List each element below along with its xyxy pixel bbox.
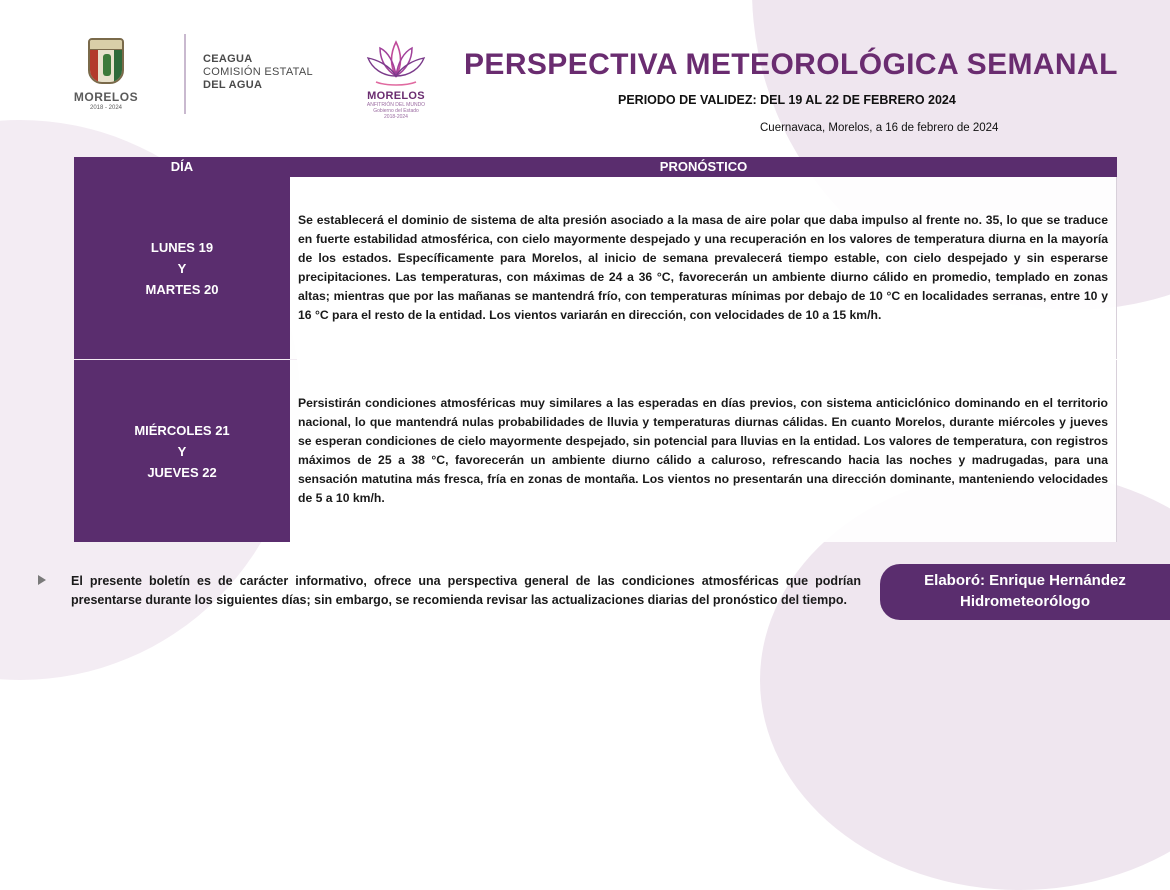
ceagua-line-2: COMISIÓN ESTATAL — [203, 66, 313, 78]
day-label-line-1: MIÉRCOLES 21 — [134, 422, 230, 438]
table-row — [74, 177, 1117, 359]
author-role: Hidrometeorólogo — [960, 593, 1090, 610]
forecast-table — [74, 157, 1117, 542]
logo-lotus-sub1: Gobierno del Estado — [373, 108, 419, 114]
bullet-arrow-icon — [38, 575, 46, 585]
author-name: Elaboró: Enrique Hernández — [924, 572, 1126, 589]
logo-morelos-word: MORELOS — [73, 90, 139, 104]
day-label-line-3: JUEVES 22 — [147, 464, 217, 480]
disclaimer-text: El presente boletín es de carácter informativo, ofrece una perspectiva general de las condiciones atmosféricas que podrían presentarse durante los siguientes días; sin embargo, se recomienda revisar las actualizaciones diarias del pronóstico del tiempo. — [71, 574, 861, 607]
column-header-forecast: PRONÓSTICO — [290, 157, 1117, 177]
place-and-date: Cuernavaca, Morelos, a 16 de febrero de 2024 — [760, 122, 999, 134]
ceagua-logo — [203, 53, 313, 92]
morelos-lotus-logo — [360, 36, 432, 120]
forecast-cell — [290, 177, 1117, 359]
forecast-text: Se establecerá el dominio de sistema de alta presión asociado a la masa de aire polar que daba impulso al frente no. 35, lo que se traduce en fuerte estabilidad atmosférica, con cielo mayormente despejado y una recuperación en los valores de temperatura diurna en la mayoría de los estados. Específicamente para Morelos, al inicio de semana prevalecerá tiempo estable, con cielo despejado y sin esperarse precipitaciones. Las temperaturas, con máximas de 24 a 36 °C, favorecerán un ambiente diurno cálido en promedio, templado en zonas altas; mientras que por las mañanas se mantendrá frío, con temperaturas mínimas por debajo de 10 °C en localidades serranas, entre 10 y 16 °C para el resto de la entidad. Los vientos variarán en dirección, con velocidades de 10 a 15 km/h. — [298, 213, 1108, 322]
ceagua-line-3: DEL AGUA — [203, 79, 263, 91]
logo-divider — [184, 34, 186, 114]
shield-icon — [88, 38, 124, 84]
forecast-cell — [290, 360, 1117, 542]
day-label-line-2: Y — [177, 260, 187, 276]
logo-morelos-years: 2018 - 2024 — [89, 105, 123, 111]
day-label-line-1: LUNES 19 — [150, 239, 214, 255]
day-cell — [74, 360, 290, 542]
logo-lotus-tagline: ANFITRIÓN DEL MUNDO — [366, 102, 426, 108]
morelos-coat-of-arms-logo — [70, 38, 142, 111]
day-cell — [74, 177, 290, 359]
day-label-line-3: MARTES 20 — [145, 281, 219, 297]
table-header — [74, 157, 1117, 177]
logo-lotus-sub2: 2018-2024 — [384, 114, 408, 120]
column-header-day: DÍA — [74, 157, 290, 177]
author-badge — [880, 564, 1170, 620]
ceagua-line-1: CEAGUA — [203, 53, 253, 65]
forecast-text: Persistirán condiciones atmosféricas muy similares a las esperadas en días previos, con sistema anticiclónico dominando en el territorio nacional, lo que mantendrá nulas probabilidades de lluvia y temperaturas diurnas cálidas. En cuanto Morelos, durante miércoles y jueves se esperan condiciones de cielo mayormente despejado, sin potencial para lluvias en la entidad. Los valores de temperatura, con registros máximos de 25 a 38 °C, favorecerán un ambiente diurno cálido a caluroso, refrescando hacia las noches y madrugadas, para una sensación matutina más fresca, fría en zonas de montaña. Los vientos no presentarán una dirección dominante, manteniendo velocidades de 5 a 10 km/h. — [298, 396, 1108, 505]
logo-lotus-word: MORELOS — [367, 90, 425, 102]
validity-period: PERIODO DE VALIDEZ: DEL 19 AL 22 DE FEBRERO 2024 — [618, 93, 956, 107]
day-label-line-2: Y — [177, 443, 187, 459]
table-row — [74, 360, 1117, 542]
lotus-icon — [364, 36, 428, 92]
page-title: PERSPECTIVA METEOROLÓGICA SEMANAL — [464, 48, 1118, 81]
